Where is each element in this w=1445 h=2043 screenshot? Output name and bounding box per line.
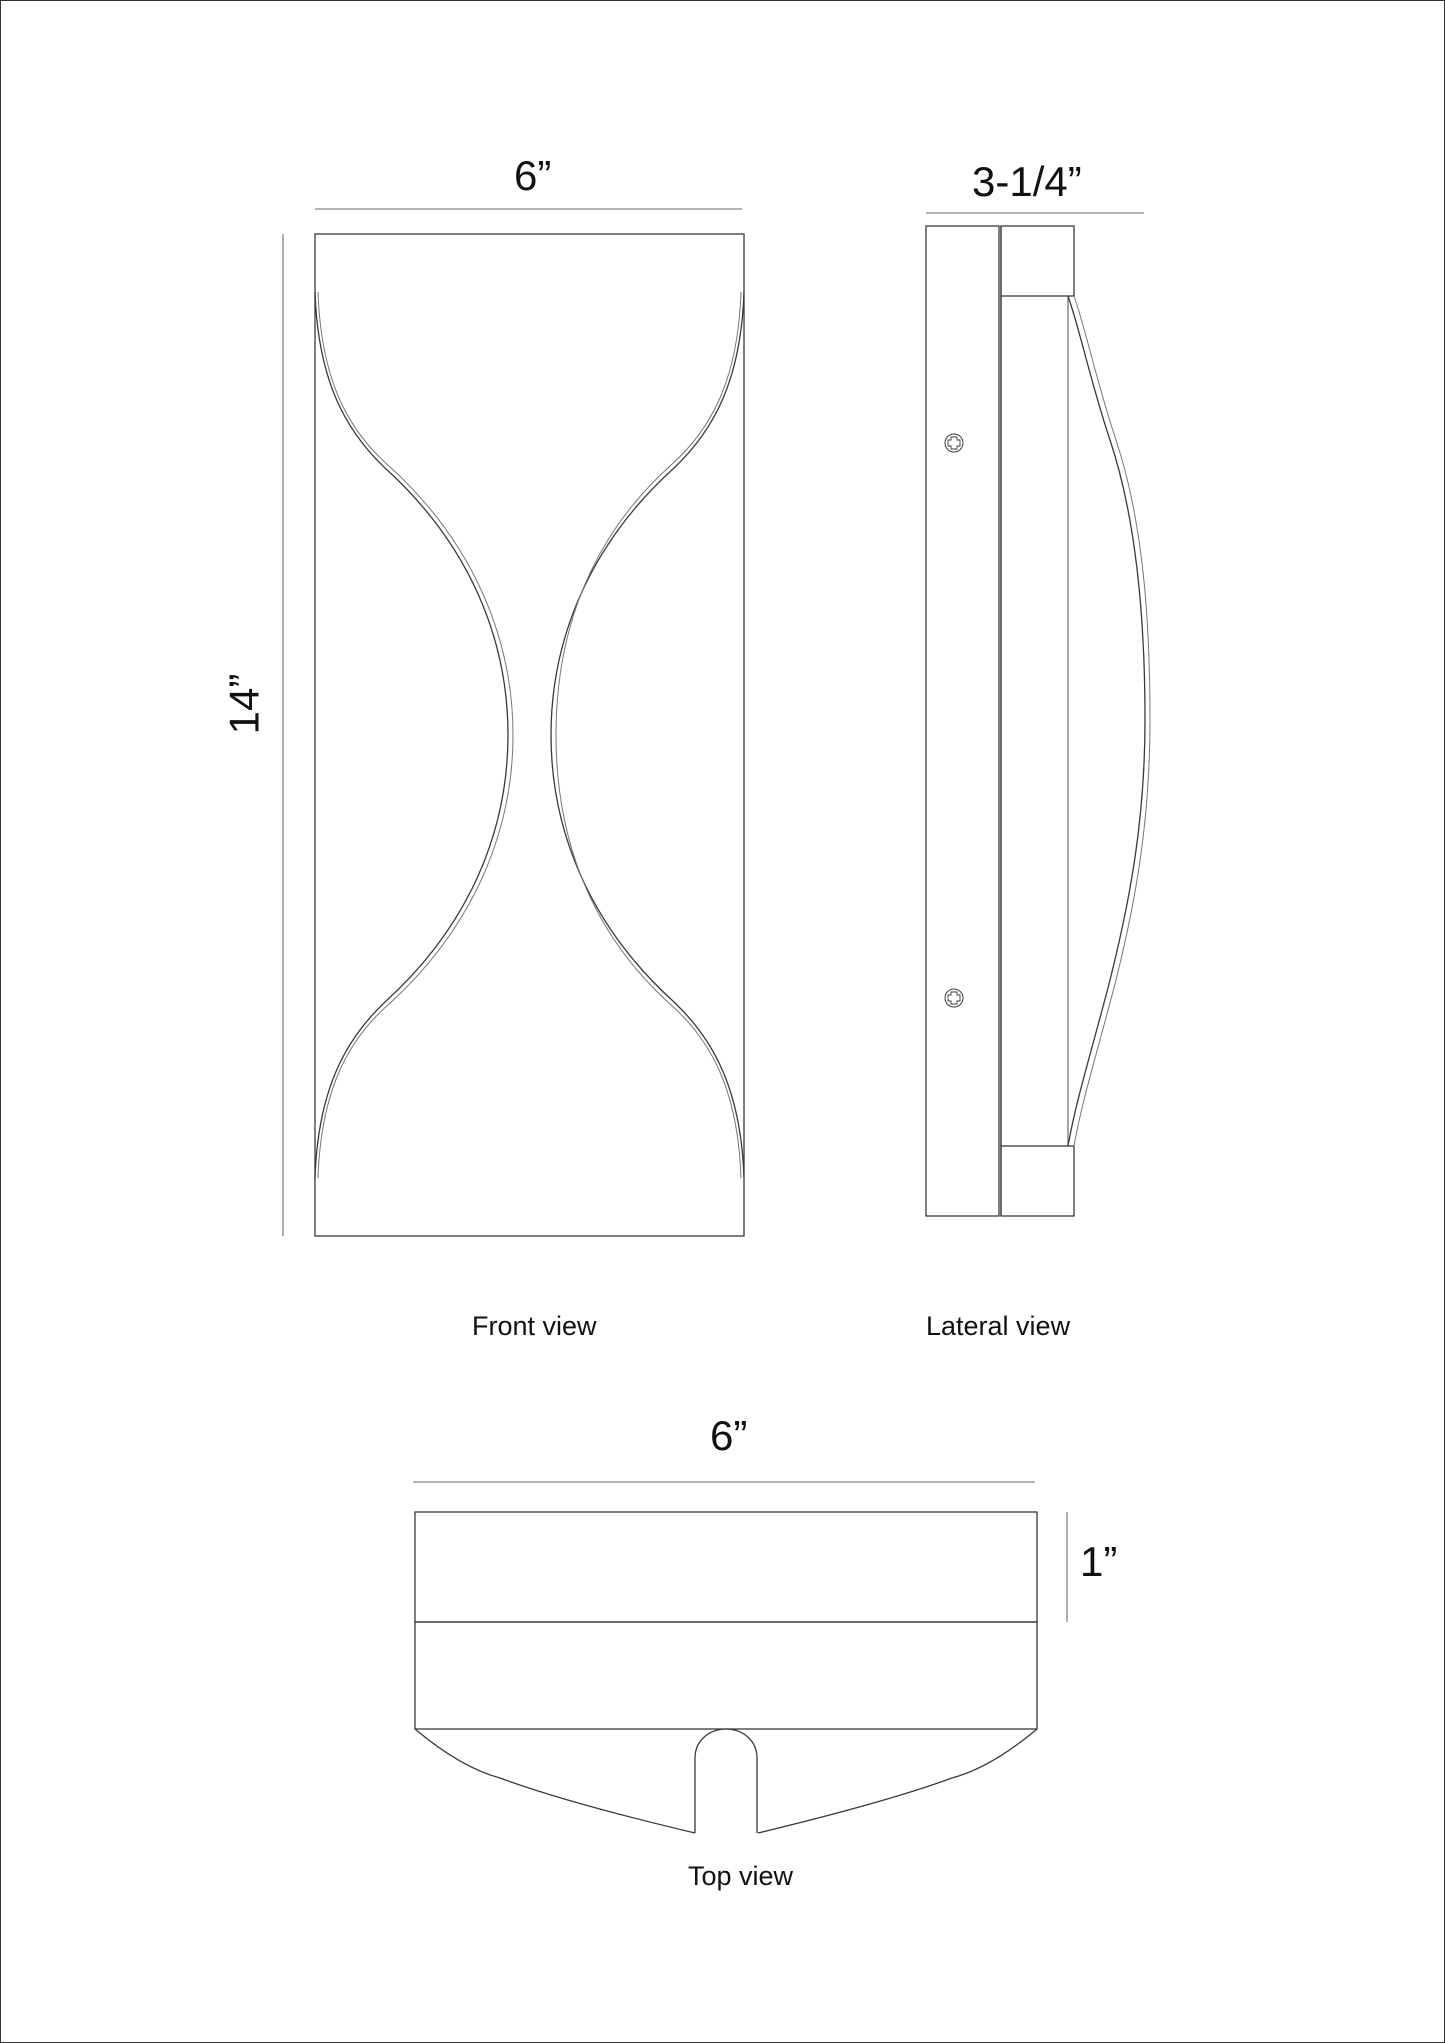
lateral-view-caption: Lateral view [926,1311,1071,1341]
screw-icon-bottom [945,989,963,1007]
lateral-depth-dimension: 3-1/4” [972,158,1082,205]
top-backplate-dimension: 1” [1080,1538,1118,1585]
top-view-caption: Top view [688,1861,794,1891]
front-width-dimension: 6” [514,152,552,199]
top-view-shape [415,1512,1037,1833]
screw-icon-top [945,434,963,452]
dimension-lines [283,209,1144,1622]
front-height-dimension: 14” [220,673,268,735]
front-view-shape [315,234,744,1236]
top-width-dimension: 6” [710,1412,748,1459]
front-view-caption: Front view [472,1311,597,1341]
lateral-view-shape [926,226,1150,1216]
